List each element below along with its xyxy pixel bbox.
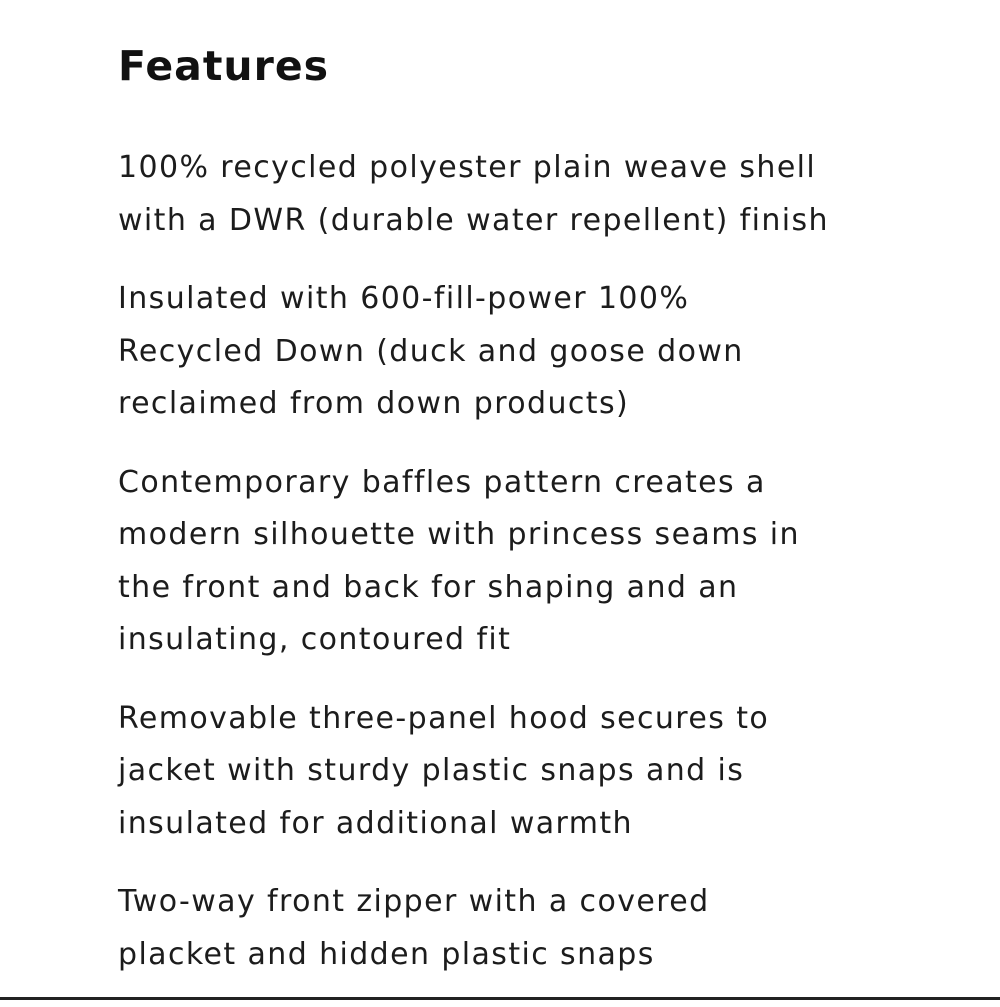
- feature-item-baffles: Contemporary baffles pattern creates a modern silhouette with princess seams in the front and back for shaping and an insulating, contoured fit: [118, 464, 800, 657]
- features-section: [118, 36, 978, 1007]
- feature-list: [118, 142, 978, 981]
- feature-item-zipper: Two-way front zipper with a covered placket and hidden plastic snaps: [118, 884, 710, 972]
- features-heading: Features: [118, 42, 330, 90]
- feature-item-insulation: Insulated with 600-fill-power 100% Recycled Down (duck and goose down reclaimed from down products): [118, 281, 744, 421]
- feature-item-hood: Removable three-panel hood secures to jacket with sturdy plastic snaps and is insulated for additional warmth: [118, 700, 770, 841]
- feature-item-recycled-shell: 100% recycled polyester plain weave shell with a DWR (durable water repellent) finish: [118, 150, 829, 238]
